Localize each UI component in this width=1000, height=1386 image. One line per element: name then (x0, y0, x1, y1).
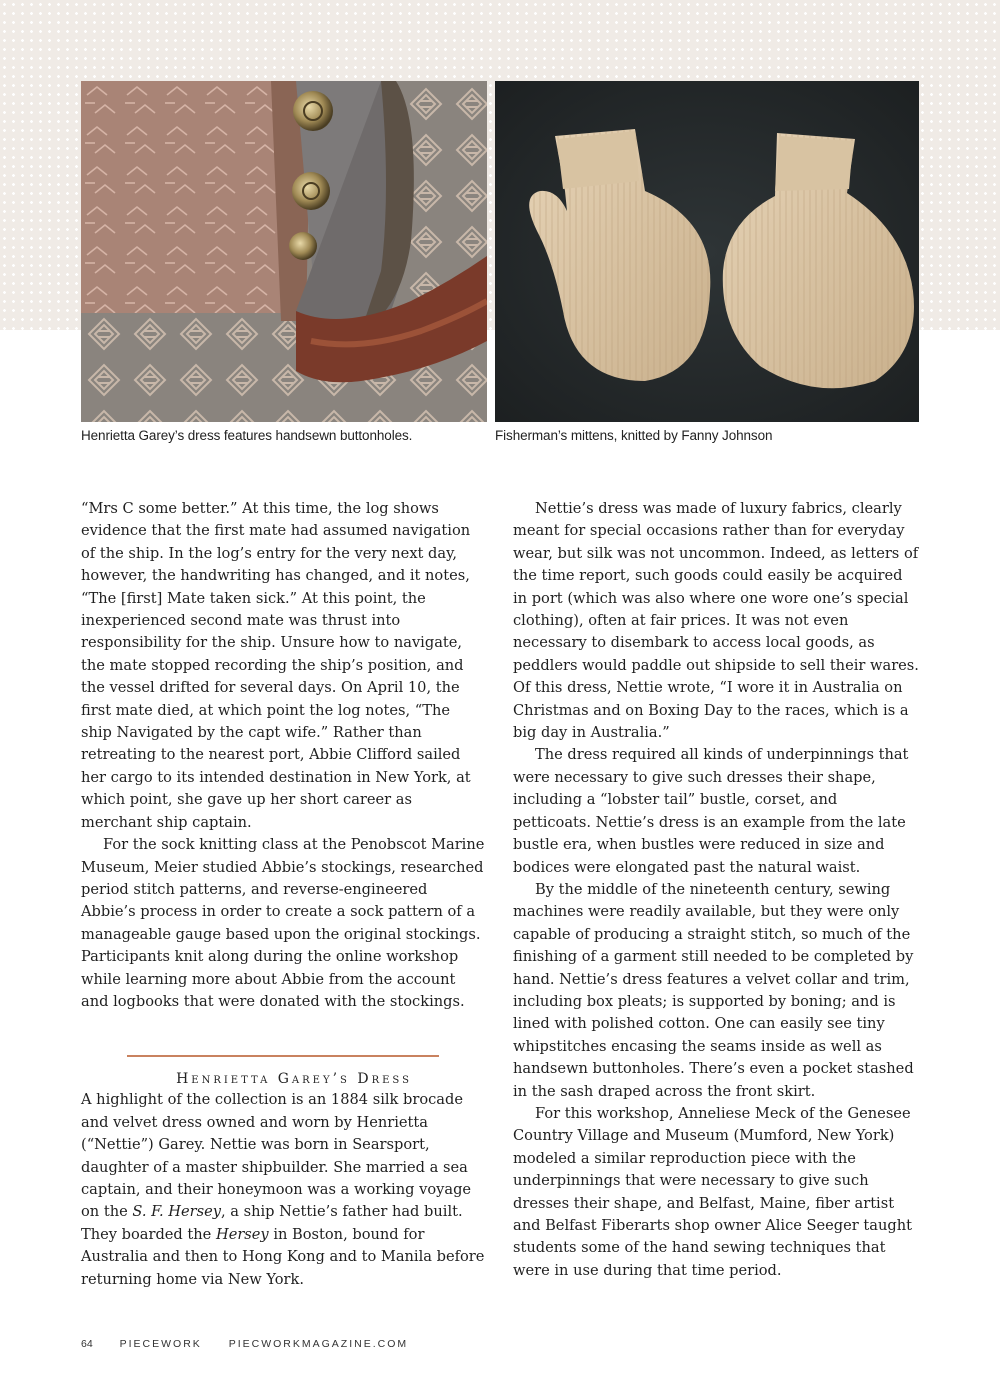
right-text-column (513, 498, 919, 1282)
left-paragraph-3 (81, 1089, 485, 1291)
magazine-name: PIECEWORK (119, 1338, 202, 1350)
paragraph-text: in Boston, bound for Australia and then to Hong Kong and to Manila before returning home via New York. (81, 1225, 485, 1288)
page-footer (81, 1338, 430, 1350)
left-text-column (81, 498, 485, 1291)
section-heading: Henrietta Garey’s Dress (176, 1071, 412, 1088)
left-paragraph-1: “Mrs C some better.” At this time, the log shows evidence that the first mate had assumed navigation of the ship. In the log’s entry for the very next day, however, the handwriting has changed, and it notes, “The [first] Mate taken sick.” At this point, the inexperienced second mate was thrust into responsibility for the ship. Unsure how to navigate, the mate stopped recording the ship’s position, and the vessel drifted for several days. On April 10, the first mate died, at which point the log notes, “The ship Navigated by the capt wife.” Rather than retreating to the nearest port, Abbie Clifford sailed her cargo to its intended destination in New York, at which point, she gave up her short career as merchant ship captain. (81, 500, 471, 831)
paragraph-text: A highlight of the collection is an 1884 silk brocade and velvet dress owned and worn by Henrietta (“Nettie”) Garey. Nettie was born in Searsport, daughter of a master shipbuilder. She married a sea captain, and their honeymoon was a working voyage on the (81, 1091, 472, 1221)
right-paragraph-1: Nettie’s dress was made of luxury fabrics, clearly meant for special occasions rather than for everyday wear, but silk was not uncommon. Indeed, as letters of the time report, such goods could easily be acquired in port (which was also where one wore one’s special clothing), often at fair prices. It was not even necessary to disembark to access local goods, as peddlers would paddle out shipside to sell their wares. Of this dress, Nettie wrote, “I wore it in Australia on Christmas and on Boxing Day to the races, which is a big day in Australia.” (513, 500, 919, 742)
website-link[interactable]: PIECWORKMAGAZINE.COM (228, 1338, 409, 1350)
section-divider (127, 1055, 439, 1057)
dress-buttonholes-photo (81, 81, 487, 422)
mittens-photo (495, 81, 919, 422)
mittens-photo-caption: Fisherman’s mittens, knitted by Fanny Johnson (495, 428, 773, 443)
dress-photo-caption: Henrietta Garey’s dress features handsewn buttonholes. (81, 428, 413, 443)
right-paragraph-4: For this workshop, Anneliese Meck of the Genesee Country Village and Museum (Mumford, New York) modeled a similar reproduction piece with the underpinnings that were necessary to give such dresses their shape, and Belfast, Maine, fiber artist and Belfast Fiberarts shop owner Alice Seeger taught students some of the hand sewing techniques that were in use during that time period. (513, 1104, 912, 1279)
paragraph-text: , a ship Nettie’s father had built. They boarded the (81, 1203, 463, 1243)
left-paragraph-2: For the sock knitting class at the Penobscot Marine Museum, Meier studied Abbie’s stockings, researched period stitch patterns, and reverse-engineered Abbie’s process in order to create a sock pattern of a manageable gauge based upon the original stockings. Participants knit along during the online workshop while learning more about Abbie from the account and logbooks that were donated with the stockings. (81, 836, 485, 1010)
ship-name: Hersey (215, 1225, 269, 1243)
right-paragraph-3: By the middle of the nineteenth century, sewing machines were readily available, but they were only capable of producing a straight stitch, so much of the finishing of a garment still needed to be completed by hand. Nettie’s dress features a velvet collar and trim, including box pleats; is supported by boning; and is lined with polished cotton. One can easily see tiny whipstitches encasing the seams inside as well as handsewn buttonholes. There’s even a pocket stashed in the sash draped across the front skirt. (513, 880, 914, 1100)
ship-name: S. F. Hersey (132, 1203, 221, 1221)
right-paragraph-2: The dress required all kinds of underpinnings that were necessary to give such dresses their shape, including a “lobster tail” bustle, corset, and petticoats. Nettie’s dress is an example from the late bustle era, when bustles were reduced in size and bodices were elongated past the natural waist. (513, 746, 909, 876)
page-number: 64 (81, 1338, 93, 1350)
